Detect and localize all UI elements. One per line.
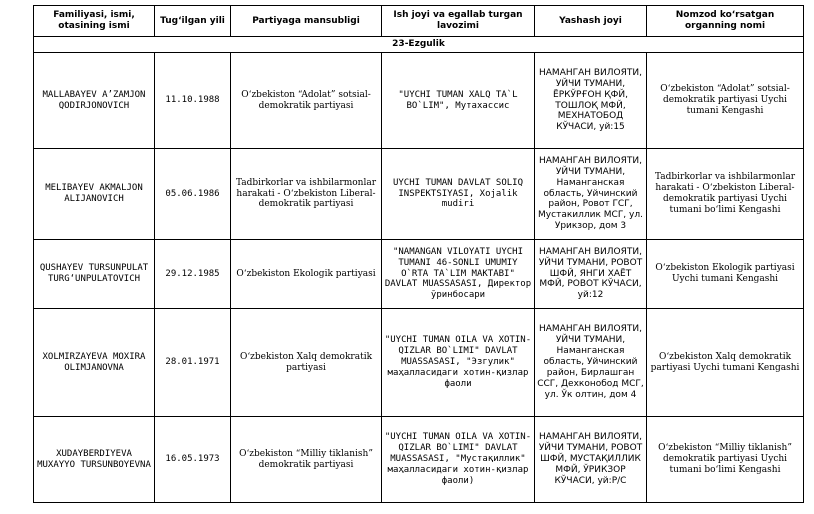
cell-residence: НАМАНГАН ВИЛОЯТИ, УЙЧИ ТУМАНИ, ЁРКЎРҒОН ҚФЙ, ТОШЛОҚ МФЙ, МЕХНАТОБОД КЎЧАСИ, уй:15 [535, 53, 647, 149]
cell-party: O‘zbekiston Xalq demokratik partiyasi [231, 309, 382, 417]
cell-work: "NAMANGAN VILOYATI UYCHI TUMANI 46-SONLI UMUMIY O`RTA TA`LIM MAKTABI" DAVLAT MUASSASASI, Директор ўринбосари [382, 240, 535, 309]
header-birth-year: Tug‘ilgan yili [155, 6, 231, 37]
header-nominator: Nomzod ko‘rsatgan organning nomi [647, 6, 804, 37]
header-name: Familiyasi, ismi, otasining ismi [34, 6, 155, 37]
cell-nominator: O‘zbekiston “Milliy tiklanish” demokratik partiyasi Uychi tumani bo‘limi Kengashi [647, 417, 804, 503]
cell-party: O‘zbekiston “Adolat” sotsial-demokratik partiyasi [231, 53, 382, 149]
cell-work: "UYCHI TUMAN XALQ TA`L BO`LIM", Мутахассис [382, 53, 535, 149]
table-row [34, 309, 804, 417]
table-row [34, 149, 804, 240]
cell-party: O‘zbekiston “Milliy tiklanish” demokratik partiyasi [231, 417, 382, 503]
cell-residence: НАМАНГАН ВИЛОЯТИ, УЙЧИ ТУМАНИ, РОВОТ ШФЙ, МУСТАҚИЛЛИК МФЙ, ЎРИКЗОР КЎЧАСИ, уй:Р/С [535, 417, 647, 503]
cell-name: QUSHAYEV TURSUNPULAT TURG‘UNPULATOVICH [34, 240, 155, 309]
table-row [34, 53, 804, 149]
header-party: Partiyaga mansubligi [231, 6, 382, 37]
cell-name: MELIBAYEV AKMALJON ALIJANOVICH [34, 149, 155, 240]
section-row [34, 37, 804, 53]
cell-residence: НАМАНГАН ВИЛОЯТИ, УЙЧИ ТУМАНИ, Наманганская область, Уйчинский район, Ровот ГСГ, Мустакиллик МСГ, ул. Урикзор, дом 3 [535, 149, 647, 240]
cell-nominator: O‘zbekiston “Adolat” sotsial-demokratik partiyasi Uychi tumani Kengashi [647, 53, 804, 149]
cell-party: O‘zbekiston Ekologik partiyasi [231, 240, 382, 309]
cell-birth: 28.01.1971 [155, 309, 231, 417]
header-row [34, 6, 804, 37]
cell-nominator: Tadbirkorlar va ishbilarmonlar harakati - O‘zbekiston Liberal-demokratik partiyasi Uychi tumani bo‘limi Kengashi [647, 149, 804, 240]
table-row [34, 417, 804, 503]
header-workplace: Ish joyi va egallab turgan lavozimi [382, 6, 535, 37]
cell-party: Tadbirkorlar va ishbilarmonlar harakati - O‘zbekiston Liberal-demokratik partiyasi [231, 149, 382, 240]
cell-work: UYCHI TUMAN DAVLAT SOLIQ INSPEKTSIYASI, Xojalik mudiri [382, 149, 535, 240]
cell-birth: 05.06.1986 [155, 149, 231, 240]
header-residence: Yashash joyi [535, 6, 647, 37]
cell-work: "UYCHI TUMAN OILA VA XOTIN-QIZLAR BO`LIMI" DAVLAT MUASSASASI, "Мустақиллик" маҳалласидаги хотин-қизлар фаоли) [382, 417, 535, 503]
cell-nominator: O‘zbekiston Xalq demokratik partiyasi Uychi tumani Kengashi [647, 309, 804, 417]
cell-residence: НАМАНГАН ВИЛОЯТИ, УЙЧИ ТУМАНИ, Наманганская область, Уйчинский район, Бирлашган ССГ, Дехконобод МСГ, ул. Ўк олтин, дом 4 [535, 309, 647, 417]
cell-work: "UYCHI TUMAN OILA VA XOTIN-QIZLAR BO`LIMI" DAVLAT MUASSASASI, "Эзгулик" маҳалласидаги хотин-қизлар фаоли [382, 309, 535, 417]
cell-residence: НАМАНГАН ВИЛОЯТИ, УЙЧИ ТУМАНИ, РОВОТ ШФЙ, ЯНГИ ХАЁТ МФЙ, РОВОТ КЎЧАСИ, уй:12 [535, 240, 647, 309]
cell-birth: 16.05.1973 [155, 417, 231, 503]
cell-name: XUDAYBERDIYEVA MUXAYYO TURSUNBOYEVNA [34, 417, 155, 503]
cell-name: MALLABAYEV A’ZAMJON QODIRJONOVICH [34, 53, 155, 149]
cell-name: XOLMIRZAYEVA MOXIRA OLIMJANOVNA [34, 309, 155, 417]
candidates-table [33, 5, 804, 503]
section-title: 23-Ezgulik [34, 37, 804, 53]
cell-birth: 29.12.1985 [155, 240, 231, 309]
table-row [34, 240, 804, 309]
cell-birth: 11.10.1988 [155, 53, 231, 149]
cell-nominator: O‘zbekiston Ekologik partiyasi Uychi tumani Kengashi [647, 240, 804, 309]
